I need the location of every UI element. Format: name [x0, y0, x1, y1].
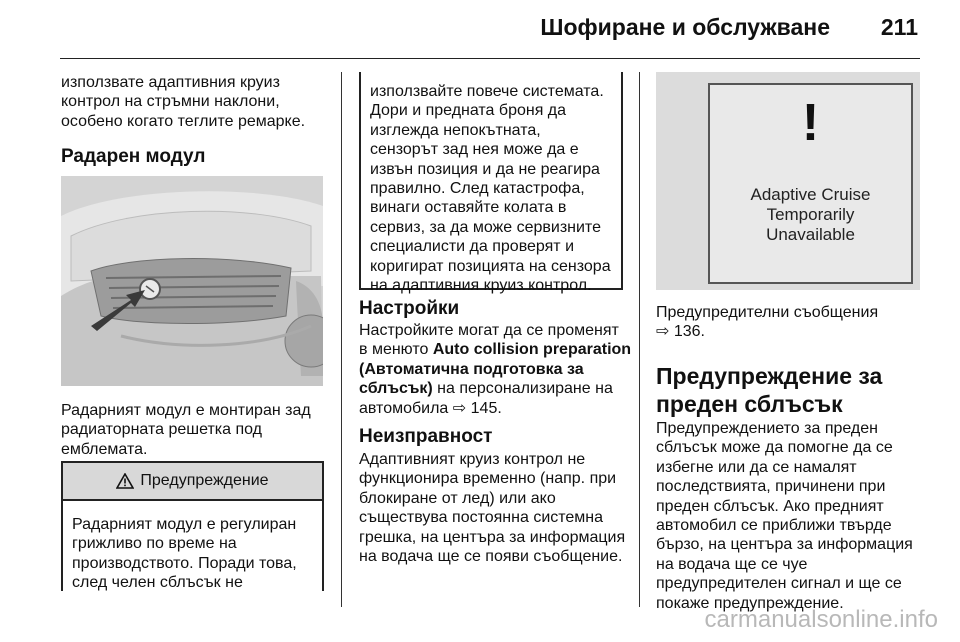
fault-paragraph: Адаптивният круиз контрол не функционира временно (напр. при блокиране от лед) или ако съществува постоянна системна грешка, на центъра за информация на водача ще се появи съобщение.	[359, 451, 626, 566]
column-divider-right	[639, 72, 640, 607]
car-front-photo	[61, 176, 323, 386]
page-ref-arrow-icon: ⇨	[452, 399, 467, 417]
settings-paragraph: Настройките могат да се променят в менюто Auto collision preparation (Автоматична подготовка за сблъсък) на персонализиране на автомобила ⇨ 145.	[359, 322, 632, 417]
fault-heading: Неизправност	[359, 426, 493, 447]
page-number: 211	[880, 14, 918, 40]
radar-caption: Радарният модул е монтиран зад радиаторната решетка под емблемата.	[61, 402, 311, 458]
settings-heading: Настройки	[359, 298, 460, 319]
warning-text: Радарният модул е регулиран грижливо по време на производството. Поради това, след челен сблъсък не	[72, 516, 297, 592]
warning-title: Предупреждение	[140, 472, 269, 489]
page-header-title: Шофиране и обслужване	[540, 14, 830, 40]
exclamation-icon: !	[801, 94, 820, 152]
watermark: carmanualsonline.info	[704, 606, 938, 633]
page-reference-136: 136.	[673, 323, 705, 341]
warning-box-continued	[359, 72, 623, 295]
warning-box	[61, 461, 324, 591]
intro-paragraph: използвате адаптивния круиз контрол на стръмни наклони, особено когато теглите ремарке.	[61, 74, 306, 130]
warning-box-header	[63, 463, 322, 501]
menu-name-auto-collision: Auto collision preparation	[432, 341, 632, 359]
collision-paragraph: Предупреждението за преден сблъсък може да помогне да се избегне или да се намалят последствията, причинени при преден сблъсък. Ако предният автомобил се приближи твърде бързо, на центъра за информация на водача ще се чуе предупредителен сигнал и ще се покаже предупреждение.	[656, 420, 913, 612]
page-reference-145: 145.	[470, 399, 502, 417]
collision-warning-heading: Предупреждение за преден сблъсък	[656, 363, 883, 417]
warnings-reference: Предупредителни съобщения ⇨ 136.	[656, 304, 879, 341]
column-divider-left	[341, 72, 342, 607]
page-ref-arrow-icon: ⇨	[656, 323, 670, 341]
warning-continued-text: използвайте повече системата. Дори и предната броня да изглежда непокътната, сензорът зад нея може да е извън позиция и да не реагира правилно. След катастрофа, винаги оставяйте колата в сервиз, за да може сервизните специалисти да проверят и коригират позицията на сензора на адаптивния круиз контрол.	[370, 83, 611, 295]
driver-info-display: ! Adaptive Cruise Temporarily Unavailable	[708, 83, 913, 284]
header-rule	[60, 58, 920, 59]
radar-module-heading: Радарен модул	[61, 146, 206, 167]
warning-triangle-icon	[116, 473, 134, 489]
